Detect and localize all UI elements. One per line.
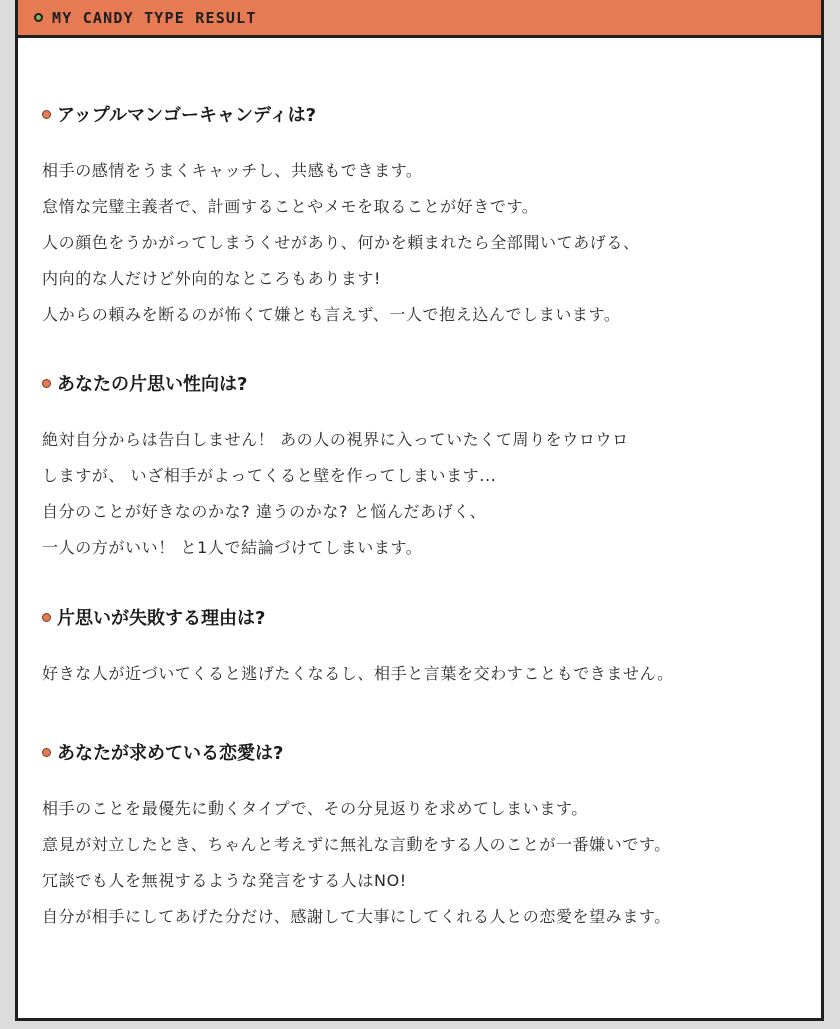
section-heading (42, 604, 812, 630)
result-card (15, 0, 824, 1021)
body-line: 意見が対立したとき、ちゃんと考えずに無礼な言動をする人のことが一番嫌いです。 (42, 835, 671, 854)
body-line: 相手の感情をうまくキャッチし、共感もできます。 (42, 161, 423, 180)
section-heading (42, 101, 812, 127)
section-candy-type (42, 101, 812, 333)
bullet-icon (42, 613, 51, 622)
body-line: 怠惰な完璧主義者で、計画することやメモを取ることが好きです。 (42, 197, 539, 216)
body-line: 自分が相手にしてあげた分だけ、感謝して大事にしてくれる人との恋愛を望みます。 (42, 907, 671, 926)
section-crush-tendency (42, 370, 812, 566)
section-heading-text: 片思いが失敗する理由は? (57, 608, 266, 629)
title-dot-icon (34, 13, 43, 22)
section-failure-reason (42, 604, 812, 692)
section-body (42, 153, 812, 333)
body-line: 好きな人が近づいてくると逃げたくなるし、相手と言葉を交わすこともできません。 (42, 664, 674, 683)
bullet-icon (42, 110, 51, 119)
body-line: 人からの頼みを断るのが怖くて嫌とも言えず、一人で抱え込んでしまいます。 (42, 305, 621, 324)
page-title: MY CANDY TYPE RESULT (52, 8, 257, 27)
body-line: 一人の方がいい！ と1人で結論づけてしまいます。 (42, 538, 423, 557)
section-heading-text: あなたが求めている恋愛は? (57, 743, 284, 764)
section-heading (42, 739, 812, 765)
body-line: 絶対自分からは告白しません！ あの人の視界に入っていたくて周りをウロウロ (42, 430, 629, 449)
body-line: 人の顔色をうかがってしまうくせがあり、何かを頼まれたら全部聞いてあげる、 (42, 233, 640, 252)
body-line: 冗談でも人を無視するような発言をする人はNO! (42, 871, 407, 890)
body-line: 相手のことを最優先に動くタイプで、その分見返りを求めてしまいます。 (42, 799, 588, 818)
body-line: 自分のことが好きなのかな? 違うのかな? と悩んだあげく、 (42, 502, 487, 521)
section-desired-romance (42, 739, 812, 935)
section-heading-text: あなたの片思い性向は? (57, 374, 248, 395)
bullet-icon (42, 748, 51, 757)
section-body (42, 791, 812, 935)
section-heading (42, 370, 812, 396)
title-bar (18, 0, 821, 38)
section-heading-text: アップルマンゴーキャンディは? (57, 105, 317, 126)
body-line: しますが、 いざ相手がよってくると壁を作ってしまいます... (42, 466, 497, 485)
bullet-icon (42, 379, 51, 388)
section-body (42, 656, 812, 692)
section-body (42, 422, 812, 566)
body-line: 内向的な人だけど外向的なところもあります! (42, 269, 382, 288)
